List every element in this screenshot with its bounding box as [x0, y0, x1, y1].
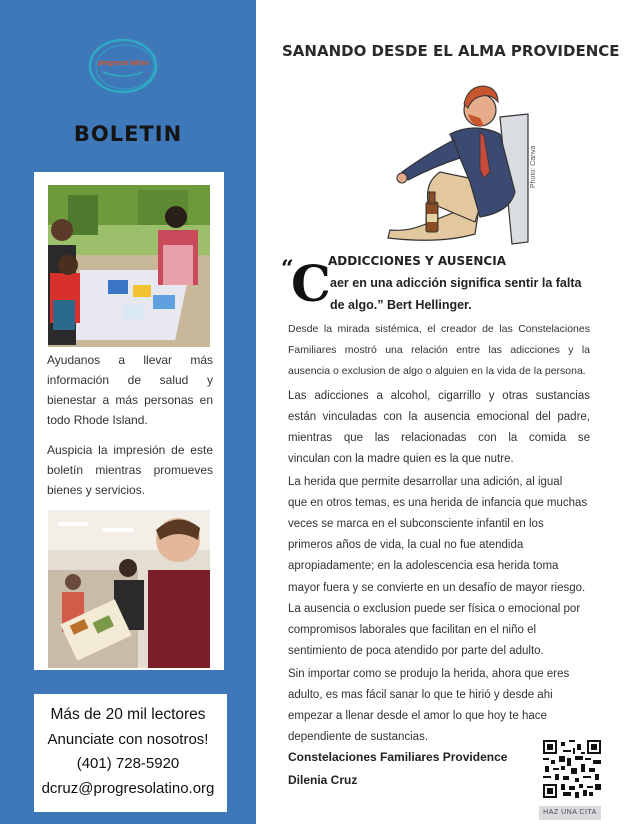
promo-line: bienes y servicios. [47, 483, 146, 497]
readers-count: Más de 20 mil lectores [50, 706, 206, 723]
body-line: Familiares mostró una relación entre las adicciones y la [288, 344, 590, 356]
promo-line: todo Rhode Island. [47, 413, 148, 427]
body-line: La ausencia o exclusion puede ser física o emocional por [288, 603, 581, 615]
section-title: ADDICCIONES Y AUSENCIA [328, 254, 506, 268]
body-line: están vinculadas con la ausencia emocional del padre, [288, 411, 590, 423]
body-line: dependiente de sustancias. [288, 731, 429, 743]
promo-line: bienestar a más personas en [47, 393, 213, 407]
quote-line: de algo.” Bert Hellinger. [330, 298, 472, 312]
body-line: que en otros temas, es una herida de infancia que muchas [288, 497, 588, 509]
promo-text-2 [47, 440, 213, 500]
promo-text-1 [47, 350, 213, 430]
body-line: La herida que permite desarrollar una adición, al igual [288, 476, 563, 488]
contact-phone[interactable]: (401) 728-5920 [76, 755, 180, 772]
man-with-bottle-illustration [380, 62, 550, 252]
advertise-cta: Anunciate con nosotros! [47, 731, 209, 748]
promo-line: boletín mientras promueves [47, 463, 213, 477]
body-line: adulto, es mas fácil sanar lo que te hirió y desde ahi [288, 689, 553, 701]
body-line: vinculan con la madre quien es la que nutre. [288, 453, 514, 465]
body-line: veces se marca en el subconsciente infantil en los [288, 518, 544, 530]
progreso-latino-logo [85, 36, 161, 96]
book-appointment-button[interactable]: HAZ UNA CITA [539, 806, 601, 820]
body-line: mayor fuera y se convierte en un desafío de mayor riesgo. [288, 582, 586, 594]
quote-dropcap: C [291, 254, 331, 313]
logo-text: progreso latino [97, 60, 149, 67]
quote-line: aer en una adicción significa sentir la falta [330, 276, 582, 290]
body-line: empezar a llenar desde el amor lo que hoy te hace [288, 710, 547, 722]
body-line: primeros años de vida, la cual no fue atendida [288, 539, 524, 551]
promo-line: Auspicia la impresión de este [47, 443, 213, 457]
body-line: sentimiento de poca atendido por parte del adulto. [288, 645, 544, 657]
body-line: ausencia o exclusion de algo o alguien en la vida de la persona. [288, 365, 586, 377]
body-line: Desde la mirada sistémica, el creador de las Constelaciones [288, 323, 590, 335]
promo-line: información de salud y [47, 373, 213, 387]
qr-code[interactable] [543, 740, 601, 798]
community-fair-photo [48, 185, 210, 347]
body-line: Sin importar como se produjo la herida, ahora que eres [288, 668, 570, 680]
signature-author: Dilenia Cruz [288, 773, 358, 787]
body-line: mientras que las relacionadas con la comida se [288, 432, 590, 444]
article-title: SANANDO DESDE EL ALMA PROVIDENCE [282, 42, 620, 60]
boletin-heading: BOLETIN [73, 122, 183, 146]
body-line: compromisos laborales que facilitan en el niño el [288, 624, 537, 636]
promo-line: Ayudanos a llevar más [47, 353, 213, 367]
body-line: Las adicciones a alcohol, cigarrillo y otras sustancias [288, 390, 590, 402]
event-reading-photo [48, 510, 210, 668]
body-line: apropiadamente; en la adolescencia esa herida toma [288, 560, 559, 572]
contact-email[interactable]: dcruz@progresolatino.org [41, 780, 215, 797]
quote-mark: “ [281, 256, 294, 282]
signature-organization: Constelaciones Familiares Providence [288, 750, 508, 764]
photo-credit: Photo: Canva [530, 145, 537, 188]
